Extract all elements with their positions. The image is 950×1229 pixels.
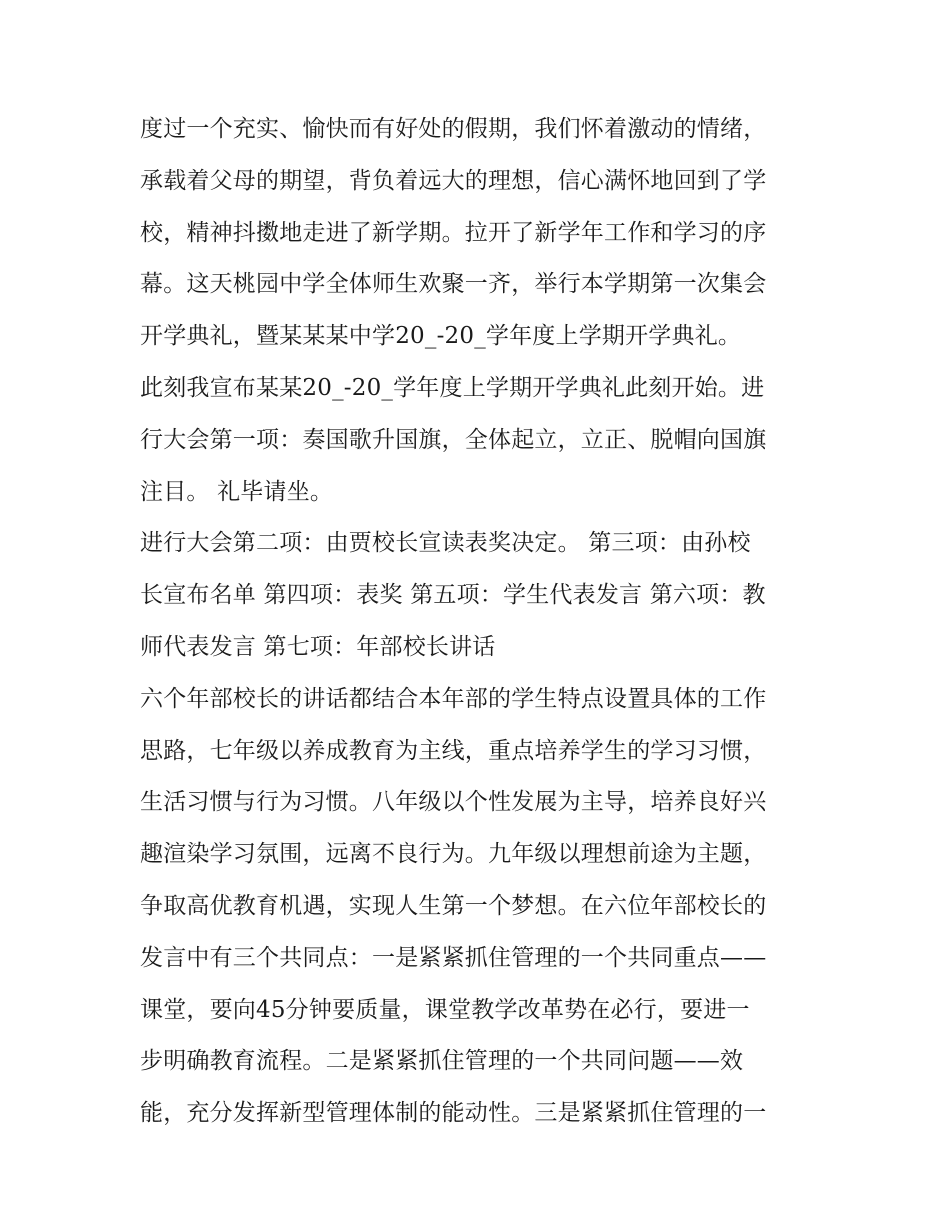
document-body — [140, 104, 820, 1140]
text-line: 此刻我宣布某某20_-20_学年度上学期开学典礼此刻开始。进 — [140, 374, 765, 401]
text-line: 争取高优教育机遇，实现人生第一个梦想。在六位年部校长的 — [140, 892, 767, 919]
text-line: 承载着父母的期望，背负着远大的理想，信心满怀地回到了学 — [140, 167, 767, 194]
text-line: 发言中有三个共同点：一是紧紧抓住管理的一个共同重点—— — [140, 944, 767, 971]
text-line: 行大会第一项：奏国歌升国旗，全体起立，立正、脱帽向国旗 — [140, 426, 767, 453]
text-line: 校，精神抖擞地走进了新学期。拉开了新学年工作和学习的序 — [140, 219, 767, 246]
text-line: 开学典礼，暨某某某中学20_-20_学年度上学期开学典礼。 — [140, 323, 742, 350]
text-line: 步明确教育流程。二是紧紧抓住管理的一个共同问题——效 — [140, 1048, 744, 1075]
text-line: 进行大会第二项：由贾校长宣读表奖决定。 第三项：由孙校 — [140, 530, 751, 557]
text-line: 课堂，要向45分钟要质量，课堂教学改革势在必行，要进一 — [140, 996, 750, 1023]
text-line: 六个年部校长的讲话都结合本年部的学生特点设置具体的工作 — [140, 685, 767, 712]
text-line: 能，充分发挥新型管理体制的能动性。三是紧紧抓住管理的一 — [140, 1100, 767, 1127]
text-line: 注目。 礼毕请坐。 — [140, 478, 334, 505]
text-line: 生活习惯与行为习惯。八年级以个性发展为主导，培养良好兴 — [140, 789, 767, 816]
text-line: 长宣布名单 第四项：表奖 第五项：学生代表发言 第六项：教 — [140, 582, 766, 609]
text-line: 幕。这天桃园中学全体师生欢聚一齐，举行本学期第一次集会 — [140, 271, 767, 298]
text-line: 思路，七年级以养成教育为主线，重点培养学生的学习习惯， — [140, 737, 767, 764]
text-line: 度过一个充实、愉快而有好处的假期，我们怀着激动的情绪， — [140, 116, 767, 142]
text-line: 师代表发言 第七项：年部校长讲话 — [140, 633, 496, 660]
text-line: 趣渲染学习氛围，远离不良行为。九年级以理想前途为主题， — [140, 841, 767, 868]
